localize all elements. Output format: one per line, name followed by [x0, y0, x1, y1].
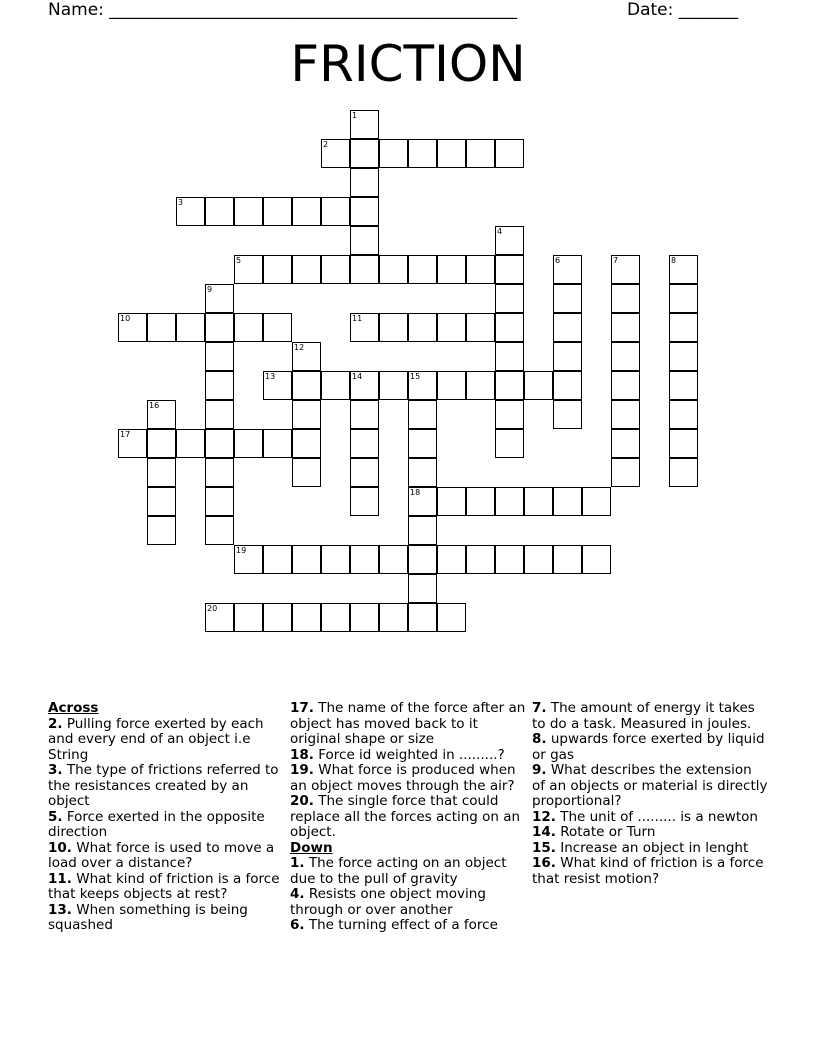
crossword-cell[interactable]: [408, 574, 437, 603]
crossword-cell[interactable]: [205, 342, 234, 371]
crossword-cell[interactable]: [408, 313, 437, 342]
crossword-cell[interactable]: [147, 516, 176, 545]
clue-text: Force exerted in the opposite direction: [48, 808, 265, 840]
clue-number-label: 11: [352, 314, 363, 323]
clue-down-14: [532, 825, 768, 841]
crossword-cell[interactable]: [582, 487, 611, 516]
clue-across-18: [290, 748, 526, 764]
crossword-cell[interactable]: [350, 255, 379, 284]
crossword-cell[interactable]: [408, 458, 437, 487]
crossword-cell[interactable]: [553, 371, 582, 400]
crossword-cell[interactable]: [350, 429, 379, 458]
crossword-cell[interactable]: [118, 429, 147, 458]
crossword-cell[interactable]: [350, 168, 379, 197]
crossword-cell[interactable]: [350, 458, 379, 487]
crossword-cell[interactable]: [205, 603, 234, 632]
clue-text: Rotate or Turn: [560, 824, 656, 840]
crossword-cell[interactable]: [147, 429, 176, 458]
crossword-cell[interactable]: [495, 226, 524, 255]
clue-text: upwards force exerted by liquid or gas: [532, 731, 765, 763]
clue-text: What kind of friction is a force that resist motion?: [532, 855, 764, 887]
crossword-cell[interactable]: [495, 255, 524, 284]
crossword-cell[interactable]: [553, 313, 582, 342]
clue-down-12: [532, 810, 768, 826]
clue-number: 17.: [290, 700, 314, 716]
clue-number-label: 2: [323, 140, 329, 149]
crossword-cell[interactable]: [669, 284, 698, 313]
clue-number-label: 16: [149, 401, 160, 410]
crossword-cell[interactable]: [466, 371, 495, 400]
crossword-cell[interactable]: [379, 371, 408, 400]
crossword-cell[interactable]: [176, 313, 205, 342]
crossword-cell[interactable]: [205, 516, 234, 545]
crossword-cell[interactable]: [466, 545, 495, 574]
crossword-cell[interactable]: [466, 487, 495, 516]
crossword-cell[interactable]: [611, 255, 640, 284]
clue-number: 15.: [532, 839, 556, 856]
crossword-cell[interactable]: [669, 342, 698, 371]
crossword-cell[interactable]: [408, 516, 437, 545]
clue-number-label: 17: [120, 430, 131, 439]
crossword-cell[interactable]: [205, 458, 234, 487]
crossword-cell[interactable]: [669, 458, 698, 487]
crossword-cell[interactable]: [321, 545, 350, 574]
crossword-cell[interactable]: [611, 371, 640, 400]
crossword-cell[interactable]: [205, 313, 234, 342]
crossword-cell[interactable]: [669, 313, 698, 342]
clue-number-label: 13: [265, 372, 276, 381]
crossword-cell[interactable]: [466, 255, 495, 284]
crossword-cell[interactable]: [292, 255, 321, 284]
crossword-cell[interactable]: [553, 342, 582, 371]
clue-number: 16.: [532, 855, 556, 871]
crossword-cell[interactable]: [234, 255, 263, 284]
clue-text: The type of frictions referred to the resistances created by an object: [48, 762, 279, 809]
clue-across-3: [48, 763, 284, 810]
crossword-cell[interactable]: [611, 429, 640, 458]
crossword-cell[interactable]: [524, 487, 553, 516]
clue-text: The single force that could replace all the forces acting on an object.: [290, 793, 521, 840]
crossword-cell[interactable]: [205, 197, 234, 226]
crossword-cell[interactable]: [147, 313, 176, 342]
crossword-cell[interactable]: [379, 313, 408, 342]
crossword-cell[interactable]: [669, 371, 698, 400]
clue-across-19: [290, 763, 526, 794]
crossword-cell[interactable]: [176, 197, 205, 226]
clue-number-label: 10: [120, 314, 131, 323]
crossword-cell[interactable]: [553, 284, 582, 313]
clue-text: The unit of ......... is a newton: [560, 808, 758, 825]
crossword-cell[interactable]: [292, 342, 321, 371]
clue-number-label: 1: [352, 111, 358, 120]
clue-number: 6.: [290, 917, 305, 933]
crossword-cell[interactable]: [205, 487, 234, 516]
down-heading: Down: [290, 839, 333, 856]
crossword-cell[interactable]: [263, 197, 292, 226]
clue-number: 11.: [48, 870, 72, 887]
clue-text: The amount of energy it takes to do a task. Measured in joules.: [532, 700, 755, 732]
clue-across-11: [48, 872, 284, 903]
crossword-cell[interactable]: [408, 255, 437, 284]
crossword-cell[interactable]: [495, 545, 524, 574]
clues-column-1: [48, 701, 284, 934]
crossword-cell[interactable]: [147, 487, 176, 516]
clue-across-10: [48, 841, 284, 872]
clue-text: The force acting on an object due to the pull of gravity: [290, 855, 507, 887]
clue-across-5: [48, 810, 284, 841]
clue-number: 10.: [48, 839, 72, 856]
clue-across-20: [290, 794, 526, 841]
crossword-cell[interactable]: [321, 197, 350, 226]
name-field-line[interactable]: Name: ________________________________________________: [48, 0, 518, 20]
crossword-cell[interactable]: [553, 545, 582, 574]
crossword-cell[interactable]: [292, 545, 321, 574]
crossword-cell[interactable]: [408, 400, 437, 429]
clue-number-label: 5: [236, 256, 242, 265]
clues-column-3: [532, 701, 768, 887]
crossword-cell[interactable]: [205, 284, 234, 313]
crossword-cell[interactable]: [147, 400, 176, 429]
clue-across-13: [48, 903, 284, 934]
crossword-cell[interactable]: [437, 603, 466, 632]
crossword-cell[interactable]: [292, 429, 321, 458]
crossword-cell[interactable]: [611, 458, 640, 487]
crossword-cell[interactable]: [379, 139, 408, 168]
crossword-cell[interactable]: [524, 371, 553, 400]
crossword-cell[interactable]: [292, 197, 321, 226]
crossword-cell[interactable]: [495, 342, 524, 371]
crossword-cell[interactable]: [234, 429, 263, 458]
crossword-cell[interactable]: [495, 371, 524, 400]
crossword-cell[interactable]: [263, 429, 292, 458]
crossword-cell[interactable]: [292, 400, 321, 429]
clue-number: 14.: [532, 824, 556, 840]
clue-number: 7.: [532, 700, 547, 716]
crossword-cell[interactable]: [205, 400, 234, 429]
clue-number-label: 19: [236, 546, 247, 555]
crossword-cell[interactable]: [553, 400, 582, 429]
crossword-cell[interactable]: [350, 139, 379, 168]
crossword-cell[interactable]: [669, 400, 698, 429]
crossword-cell[interactable]: [669, 429, 698, 458]
across-heading: Across: [48, 700, 99, 716]
crossword-cell[interactable]: [292, 371, 321, 400]
crossword-cell[interactable]: [321, 255, 350, 284]
crossword-cell[interactable]: [321, 371, 350, 400]
page-title: FRICTION: [290, 35, 526, 93]
crossword-cell[interactable]: [611, 313, 640, 342]
clue-text: The turning effect of a force: [308, 917, 498, 933]
date-field-line[interactable]: Date: _______: [627, 0, 739, 20]
crossword-cell[interactable]: [350, 110, 379, 139]
crossword-cell[interactable]: [350, 226, 379, 255]
clue-text: What describes the extension of an objects or material is directly proportional?: [532, 762, 768, 809]
crossword-cell[interactable]: [263, 313, 292, 342]
clue-number-label: 12: [294, 343, 305, 352]
crossword-cell[interactable]: [292, 458, 321, 487]
clue-number-label: 7: [613, 256, 619, 265]
crossword-cell[interactable]: [350, 487, 379, 516]
crossword-cell[interactable]: [495, 400, 524, 429]
crossword-cell[interactable]: [408, 139, 437, 168]
clue-number: 5.: [48, 808, 63, 825]
clue-number-label: 20: [207, 604, 218, 613]
crossword-cell[interactable]: [321, 139, 350, 168]
crossword-cell[interactable]: [379, 255, 408, 284]
crossword-cell[interactable]: [234, 313, 263, 342]
crossword-cell[interactable]: [263, 603, 292, 632]
crossword-cell[interactable]: [495, 139, 524, 168]
crossword-cell[interactable]: [176, 429, 205, 458]
clue-number: 1.: [290, 855, 305, 871]
clue-number: 12.: [532, 808, 556, 825]
clue-down-15: [532, 841, 768, 857]
crossword-cell[interactable]: [408, 371, 437, 400]
crossword-cell[interactable]: [495, 487, 524, 516]
crossword-cell[interactable]: [408, 487, 437, 516]
clue-number-label: 9: [207, 285, 213, 294]
clue-number: 18.: [290, 746, 314, 763]
clue-number: 13.: [48, 901, 72, 918]
clue-down-1: [290, 856, 526, 887]
crossword-cell[interactable]: [350, 603, 379, 632]
clue-text: What force is used to move a load over a distance?: [48, 839, 275, 871]
crossword-cell[interactable]: [437, 255, 466, 284]
crossword-cell[interactable]: [437, 487, 466, 516]
crossword-cell[interactable]: [408, 603, 437, 632]
crossword-cell[interactable]: [234, 197, 263, 226]
clue-down-9: [532, 763, 768, 810]
crossword-cell[interactable]: [350, 400, 379, 429]
clue-number: 3.: [48, 762, 63, 778]
crossword-cell[interactable]: [408, 545, 437, 574]
clue-number: 20.: [290, 793, 314, 809]
crossword-cell[interactable]: [495, 284, 524, 313]
crossword-cell[interactable]: [292, 603, 321, 632]
crossword-cell[interactable]: [350, 313, 379, 342]
clue-text: The name of the force after an object has moved back to it original shape or size: [290, 700, 526, 747]
clue-number-label: 8: [671, 256, 677, 265]
clue-down-7: [532, 701, 768, 732]
crossword-cell[interactable]: [118, 313, 147, 342]
crossword-cell[interactable]: [437, 313, 466, 342]
clue-text: Force id weighted in .........?: [318, 746, 505, 763]
clue-number-label: 15: [410, 372, 421, 381]
clue-down-6: [290, 918, 526, 934]
clue-text: What kind of friction is a force that keeps objects at rest?: [48, 870, 280, 902]
clue-number-label: 14: [352, 372, 363, 381]
clue-text: Pulling force exerted by each and every end of an object i.e String: [48, 715, 264, 763]
crossword-cell[interactable]: [263, 255, 292, 284]
crossword-cell[interactable]: [350, 371, 379, 400]
clue-text: What force is produced when an object moves through the air?: [290, 762, 516, 794]
crossword-cell[interactable]: [205, 429, 234, 458]
crossword-cell[interactable]: [379, 545, 408, 574]
clue-down-16: [532, 856, 768, 887]
crossword-cell[interactable]: [263, 545, 292, 574]
crossword-cell[interactable]: [437, 371, 466, 400]
clue-number: 2.: [48, 715, 63, 732]
crossword-cell[interactable]: [524, 545, 553, 574]
crossword-cell[interactable]: [553, 255, 582, 284]
crossword-cell[interactable]: [321, 603, 350, 632]
crossword-cell[interactable]: [350, 197, 379, 226]
clue-down-8: [532, 732, 768, 763]
clue-number: 19.: [290, 762, 314, 778]
clue-number: 8.: [532, 731, 547, 747]
crossword-cell[interactable]: [669, 255, 698, 284]
clue-number: 9.: [532, 762, 547, 778]
crossword-cell[interactable]: [350, 545, 379, 574]
crossword-cell[interactable]: [466, 313, 495, 342]
crossword-cell[interactable]: [379, 603, 408, 632]
crossword-cell[interactable]: [437, 139, 466, 168]
crossword-cell[interactable]: [611, 342, 640, 371]
clue-number: 4.: [290, 886, 305, 902]
crossword-cell[interactable]: [408, 429, 437, 458]
clue-text: Increase an object in lenght: [560, 839, 749, 856]
clues-column-2: [290, 701, 526, 934]
clue-down-4: [290, 887, 526, 918]
crossword-cell[interactable]: [205, 371, 234, 400]
clue-text: When something is being squashed: [48, 901, 248, 933]
clue-number-label: 3: [178, 198, 184, 207]
crossword-cell[interactable]: [263, 371, 292, 400]
crossword-cell[interactable]: [437, 545, 466, 574]
clue-number-label: 18: [410, 488, 421, 497]
crossword-cell[interactable]: [466, 139, 495, 168]
crossword-cell[interactable]: [234, 545, 263, 574]
crossword-cell[interactable]: [495, 313, 524, 342]
clue-number-label: 6: [555, 256, 561, 265]
clue-text: Resists one object moving through or over another: [290, 886, 486, 918]
clue-across-2: [48, 717, 284, 764]
crossword-cell[interactable]: [147, 458, 176, 487]
crossword-cell[interactable]: [495, 429, 524, 458]
clue-number-label: 4: [497, 227, 503, 236]
crossword-cell[interactable]: [234, 603, 263, 632]
crossword-cell[interactable]: [553, 487, 582, 516]
clue-across-17: [290, 701, 526, 748]
crossword-cell[interactable]: [582, 545, 611, 574]
crossword-cell[interactable]: [611, 400, 640, 429]
crossword-cell[interactable]: [611, 284, 640, 313]
